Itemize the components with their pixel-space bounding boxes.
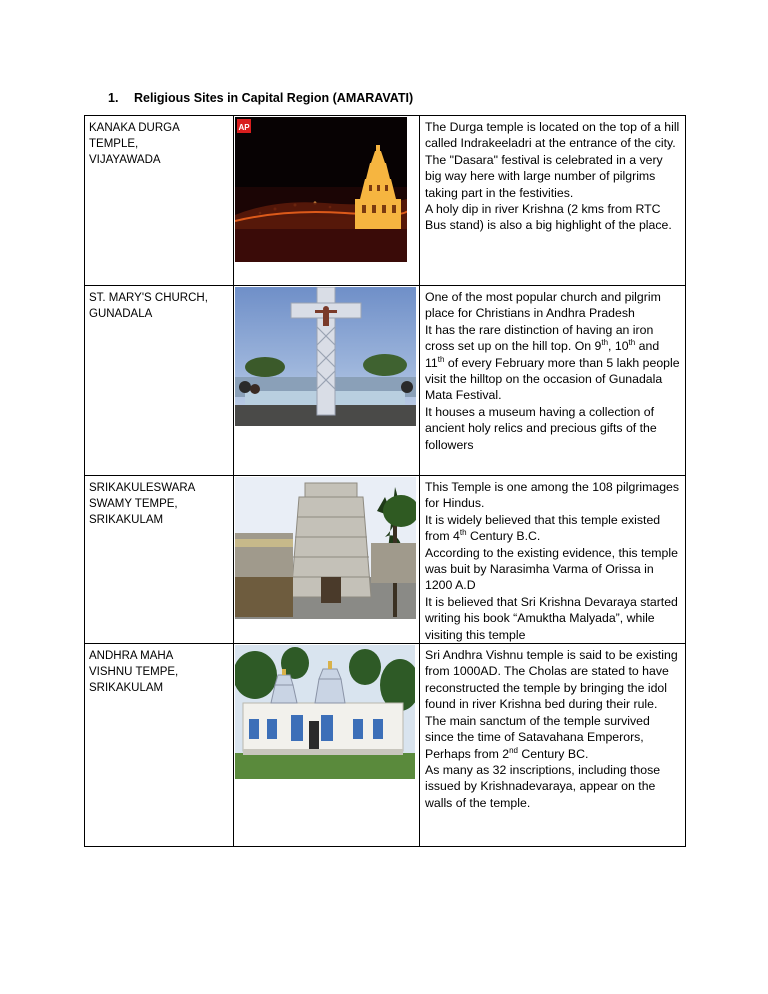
vishnu-temple-photo — [235, 645, 419, 779]
site-name: ANDHRA MAHA VISHNU TEMPE, SRIKAKULAM — [89, 650, 179, 695]
iron-cross-photo — [235, 287, 419, 426]
site-name-cell — [85, 644, 234, 847]
site-description-cell — [420, 476, 686, 644]
site-name: ST. MARY'S CHURCH, GUNADALA — [89, 292, 208, 320]
heading-number: 1. — [108, 91, 119, 105]
table-row — [85, 286, 686, 476]
site-name-cell — [85, 286, 234, 476]
site-photo-cell — [234, 286, 420, 476]
description-line: It is widely believed that this temple existed from 4th Century B.C. — [425, 512, 661, 544]
temple-night-photo — [235, 117, 419, 262]
site-photo-cell — [234, 116, 420, 286]
section-heading — [108, 91, 413, 105]
site-name-cell — [85, 116, 234, 286]
site-description-cell — [420, 116, 686, 286]
description-line: According to the existing evidence, this temple was buit by Narasimha Varma of Orissa in 1200 A.D — [425, 545, 678, 593]
site-description-cell — [420, 286, 686, 476]
description-line: A holy dip in river Krishna (2 kms from RTC Bus stand) is also a big highlight of the place. — [425, 202, 672, 233]
description-line: One of the most popular church and pilgrim place for Christians in Andhra Pradesh — [425, 290, 661, 321]
description-line: It is believed that Sri Krishna Devaraya started writing his book “Amuktha Malyada”, while visiting this temple — [425, 594, 678, 642]
site-photo-cell — [234, 476, 420, 644]
description-line: It houses a museum having a collection of ancient holy relics and precious gifts of the followers — [425, 404, 657, 452]
photo-badge: AP — [238, 123, 250, 132]
site-description-cell — [420, 644, 686, 847]
description-line: The main sanctum of the temple survived since the time of Satavahana Emperors, Perhaps from 2nd Century BC. — [425, 713, 650, 761]
site-name: KANAKA DURGA TEMPLE, VIJAYAWADA — [89, 122, 180, 166]
description-line: The Durga temple is located on the top of a hill called Indrakeeladri at the entrance of the city. — [425, 120, 680, 151]
heading-text: Religious Sites in Capital Region (AMARAVATI) — [134, 91, 414, 105]
table-row — [85, 116, 686, 286]
site-name: SRIKAKULESWARA SWAMY TEMPE, SRIKAKULAM — [89, 482, 196, 526]
description-line: It has the rare distinction of having an iron cross set up on the hill top. On 9th, 10th and 11th of every February more than 5 lakh people visit the hilltop on the occasion of Gunadala Mata Festival. — [425, 322, 680, 403]
description-line: The "Dasara" festival is celebrated in a very big way here with large number of pilgrims taking part in the festivities. — [425, 152, 663, 200]
gopuram-photo — [235, 477, 419, 619]
site-photo-cell — [234, 644, 420, 847]
religious-sites-table — [84, 115, 686, 847]
site-name-cell — [85, 476, 234, 644]
description-line: This Temple is one among the 108 pilgrimages for Hindus. — [425, 480, 680, 511]
table-row — [85, 476, 686, 644]
description-line: Sri Andhra Vishnu temple is said to be existing from 1000AD. The Cholas are stated to have reconstructed the temple by bringing the idol found in river Krishna bed during their rule. — [425, 648, 678, 712]
table-row — [85, 644, 686, 847]
description-line: As many as 32 inscriptions, including those issued by Krishnadevaraya, appear on the walls of the temple. — [425, 762, 661, 810]
